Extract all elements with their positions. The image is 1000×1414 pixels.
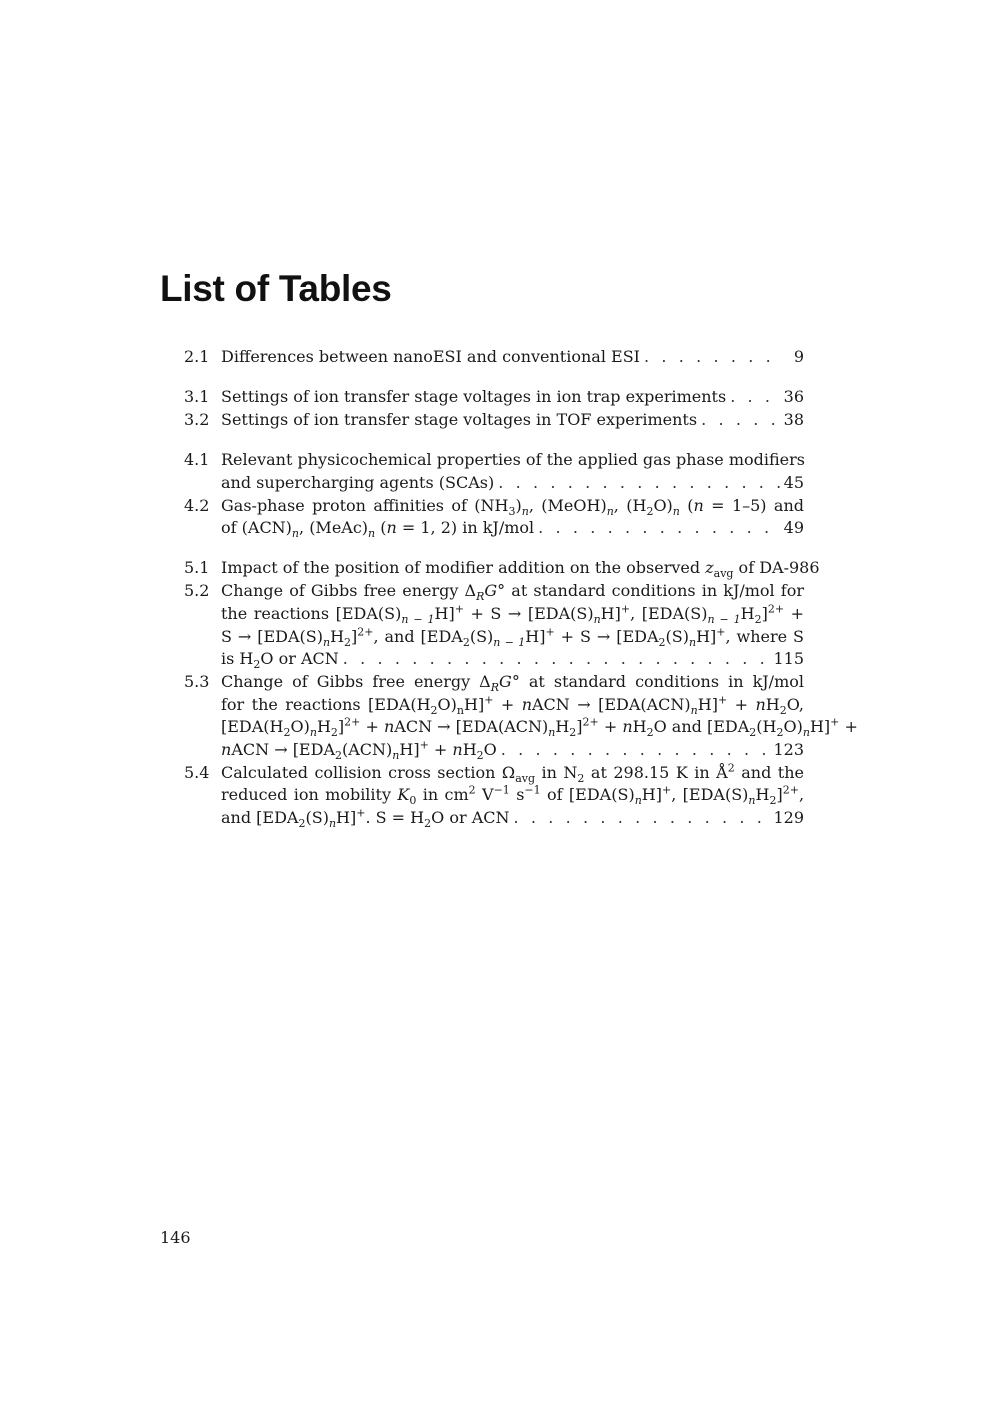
entry-caption: Relevant physicochemical properties of the applied gas phase modifiers <box>221 450 806 470</box>
dot-leader <box>538 517 779 540</box>
entry-number: 3.2 <box>184 409 210 429</box>
toc-entry-4-2[interactable] <box>184 495 804 540</box>
entry-number: 4.2 <box>184 495 210 515</box>
page-number: 146 <box>160 1228 191 1247</box>
page-title: List of Tables <box>160 268 392 309</box>
entry-caption: Settings of ion transfer stage voltages in ion trap experiments <box>221 387 727 407</box>
entry-page-number: 38 <box>783 409 804 429</box>
chapter-4-group <box>184 449 804 540</box>
entry-number: 5.2 <box>184 581 210 601</box>
entry-caption: Differences between nanoESI and conventional ESI <box>221 347 640 366</box>
entry-page-number: 9 <box>793 347 804 366</box>
entry-caption-cont: and supercharging agents (SCAs) <box>221 472 495 492</box>
dot-leader <box>730 386 779 409</box>
entry-number: 3.1 <box>184 387 210 407</box>
entry-page-number: 115 <box>773 649 804 669</box>
toc-entry-5-2[interactable] <box>184 580 804 671</box>
toc-entry-4-1[interactable] <box>184 449 804 494</box>
toc-entry-3-2[interactable] <box>184 409 804 432</box>
table-list <box>184 346 858 847</box>
entry-caption: Impact of the position of modifier addition on the observed $z_{avg}$ of DA-9 <box>221 558 800 581</box>
chapter-5-group <box>184 557 858 831</box>
entry-number: 5.4 <box>184 762 210 782</box>
toc-entry-2-1[interactable] <box>184 346 804 369</box>
dot-leader <box>701 409 780 432</box>
dot-leader <box>498 472 779 495</box>
toc-entry-3-1[interactable] <box>184 386 804 409</box>
toc-entry-5-1[interactable] <box>184 557 820 581</box>
toc-entry-5-4[interactable] <box>184 762 804 830</box>
entry-caption: Change of Gibbs free energy $\Delta_RG^\circ$ at standard conditions in kJ/mol for the reactions $[EDA(S)_{n - 1}H]^+ + S \to [EDA(S)_nH]^+$, $[EDA(S)_{n - 1}H_2]^{2+}$ + $S \to [EDA(S)_nH_2]^{2+}$, and $[EDA_2(S)_{n - 1}H]^+ + S \to [EDA_2(S)_nH]^+$, where S is $H_2O$ or ACN . . . 115 <box>221 580 804 671</box>
chapter-2-group <box>184 346 804 369</box>
entry-caption: Change of Gibbs free energy $\Delta_RG^\circ$ at standard conditions in kJ/mol for the reactions $[EDA(H_2O)_nH]^+$ + nACN → $[EDA(ACN)_nH]^+ + nH_2O$, $[EDA(H_2O)_nH_2]^{2+}$ + nACN → $[EDA(ACN)_nH_2]^{2+} + nH_2O$ and $[EDA_2(H_2O)_nH]^+$ + nACN → $[EDA_2(ACN)_nH]^+ + nH_2O$ . . . 123 <box>221 671 804 762</box>
entry-page-number: 86 <box>799 558 820 578</box>
entry-caption: Settings of ion transfer stage voltages in TOF experiments <box>221 409 698 429</box>
entry-caption: Gas-phase proton affinities of $(NH_3)_n$, $(MeOH)_n$, $(H_2O)_n$ (n = 1–5) and of $(ACN)_n$, $(MeAc)_n$ (n = 1, 2) in kJ/mol . . . 49 <box>221 495 804 540</box>
dot-leader <box>501 739 770 762</box>
entry-number: 4.1 <box>184 450 210 470</box>
entry-page-number: 45 <box>783 472 804 492</box>
chapter-3-group <box>184 386 804 431</box>
entry-page-number: 129 <box>773 808 804 828</box>
entry-number: 5.3 <box>184 671 210 691</box>
toc-entry-5-3[interactable] <box>184 671 858 763</box>
entry-page-number: 123 <box>773 740 804 760</box>
dot-leader <box>514 807 770 830</box>
dot-leader <box>343 648 770 671</box>
entry-page-number: 36 <box>783 387 804 407</box>
entry-number: 5.1 <box>184 558 210 578</box>
entry-page-number: 49 <box>783 518 804 538</box>
dot-leader <box>644 346 780 369</box>
entry-number: 2.1 <box>184 347 210 366</box>
entry-caption: Calculated collision cross section $\Omega_{avg}$ in $N_2$ at 298.15 K in $Å^2$ and the reduced ion mobility $K_0$ in $cm^2$ $V^{-1}$ $s^{-1}$ of $[EDA(S)_nH]^+$, $[EDA(S)_nH_2]^{2+}$, and $[EDA_2(S)_nH]^+$. $S = H_2O$ or ACN . . . 129 <box>221 762 804 830</box>
